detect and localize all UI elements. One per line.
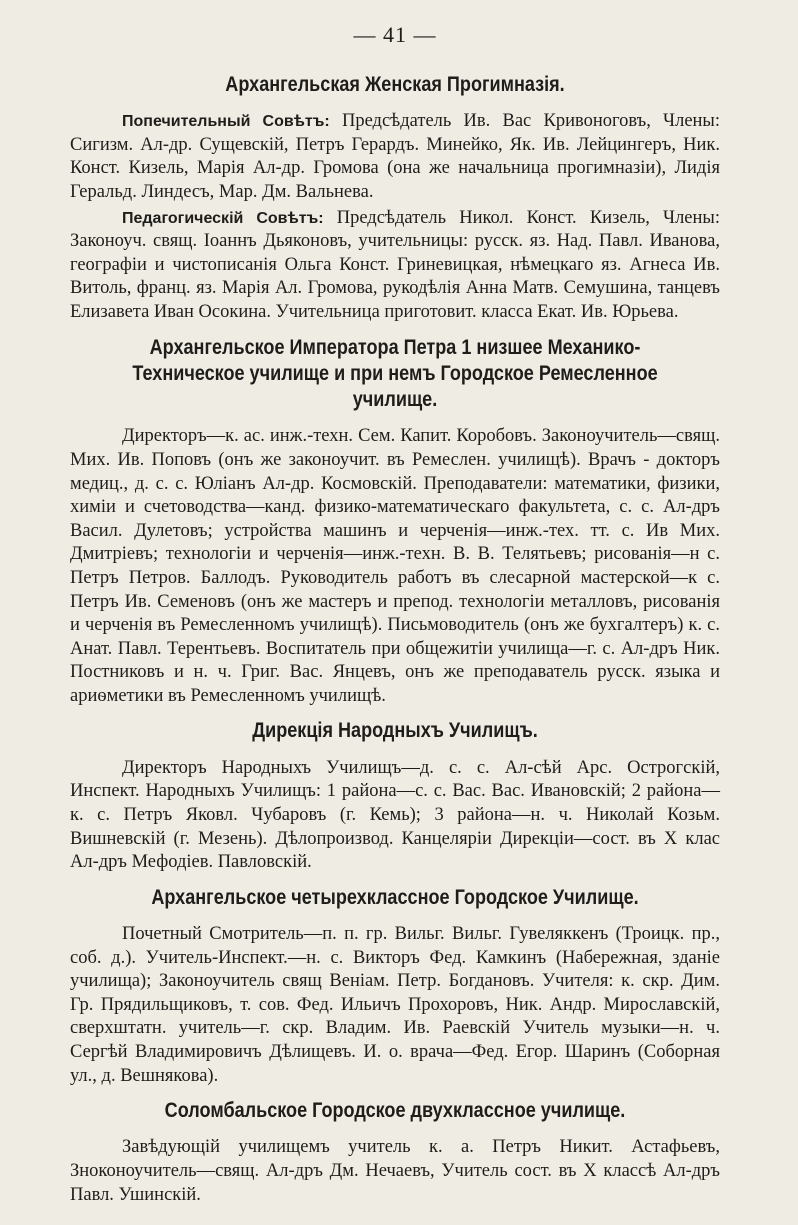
section-heading: Архангельская Женская Прогимназія. — [225, 73, 565, 96]
paragraph-text: Директоръ—к. ас. инж.-техн. Сем. Капит. Коробовъ. Законоучитель—свящ. Мих. Ив. Поповъ (онъ же законоучит. въ Ремеслен. училищѣ). Врачъ - докторъ медиц., д. с. с. Юліанъ Ал-др. Космовскій. Преподаватели: математики, физики, химіи и счетоводства—канд. физико-математическаго факультета, с. с. Ал-дръ Васил. Дулетовъ; устройства машинъ и черченія—инж.-тех. тт. с. Ив Мих. Дмитріевъ; технологіи и черченія—инж.-техн. В. В. Телятьевъ; рисованія—н с. Петръ Петров. Баллодъ. Руководитель работъ въ слесарной мастерской—к с. Петръ Ив. Семеновъ (онъ же мастеръ и препод. технологіи металловъ, рисованія и черченія въ Ремесленномъ училищѣ). Письмоводитель (онъ же бухгалтеръ) к. с. Анат. Павл. Терентьевъ. Воспитатель при общежитіи училища—г. с. Ал-дръ Ник. Постниковъ и н. ч. Григ. Вас. Янцевъ, онъ же преподаватель русск. языка и ариѳметики въ Ремесленномъ училищѣ. — [70, 426, 720, 706]
page-number: — 41 — — [353, 22, 437, 47]
section-heading: Архангельское Императора Петра 1 низшее Механико-Техническое училище и при немъ Городское Ремесленное училище. — [132, 335, 658, 412]
section-heading: Архангельское четырехклассное Городское Училище. — [151, 885, 639, 909]
section-heading: Соломбальское Городское двухклассное училище. — [164, 1099, 626, 1123]
paragraph-label: Педагогическій Совѣтъ: — [122, 209, 324, 227]
section-heading: Дирекція Народныхъ Училищъ. — [252, 719, 538, 743]
paragraph — [70, 757, 720, 875]
document-body — [70, 72, 720, 1207]
paragraph — [70, 1136, 720, 1207]
paragraph — [70, 110, 720, 204]
paragraph-text: Предсѣдатель Никол. Конст. Кизель, Члены: Законоуч. свящ. Іоаннъ Дьяконовъ, учительницы: русск. яз. Над. Павл. Иванова, географіи и чистописанія Ольга Конст. Гриневицкая, нѣмецкаго яз. Агнеса Ив. Витоль, франц. яз. Марія Ал. Громова, рукодѣлія Анна Матв. Семушина, танцевъ Елизавета Иван Осокина. Учительница приготовит. класса Екат. Ив. Юрьева. — [70, 207, 720, 322]
section-2 — [70, 335, 720, 709]
paragraph — [70, 923, 720, 1088]
section-3 — [70, 718, 720, 874]
paragraph-text: Почетный Смотритель—п. п. гр. Вильг. Вильг. Гувеляккенъ (Троицк. пр., соб. д.). Учитель-Инспект.—н. с. Викторъ Фед. Камкинъ (Набережная, зданіе училища); Законоучитель свящ Веніам. Петр. Богдановъ. Учителя: к. скр. Дим. Гр. Прядильщиковъ, т. сов. Фед. Ильичъ Прохоровъ, Ник. Андр. Мирославскій, сверхштатн. учитель—г. скр. Владим. Ив. Раевскій Учитель музыки—н. ч. Сергѣй Владимировичъ Дѣлищевъ. И. о. врача—Фед. Егор. Шаринъ (Соборная ул., д. Вешнякова). — [70, 923, 720, 1086]
paragraph — [70, 207, 720, 325]
paragraph — [70, 425, 720, 708]
section-4 — [70, 885, 720, 1088]
section-1 — [70, 72, 720, 325]
section-5 — [70, 1098, 720, 1207]
paragraph-text: Завѣдующій училищемъ учитель к. а. Петръ Никит. Астафьевъ, Зноконоучитель—свящ. Ал-дръ Дм. Нечаевъ, Учитель сост. въ X классѣ Ал-дръ Павл. Ушинскій. — [70, 1137, 720, 1205]
paragraph-label: Попечительный Совѣтъ: — [122, 113, 330, 131]
paragraph-text: Предсѣдатель Ив. Вас Кривоноговъ, Члены: Сигизм. Ал-др. Сущевскій, Петръ Герардъ. Минейко, Як. Ив. Лейцингеръ, Ник. Конст. Кизель, Марія Ал-др. Громова (она же начальница прогимназіи), Лидія Геральд. Линдесъ, Мар. Дм. Вальнева. — [70, 111, 720, 203]
paragraph-text: Директоръ Народныхъ Училищъ—д. с. с. Ал-сѣй Арс. Острогскій, Инспект. Народныхъ Училищъ: 1 района—с. с. Вас. Вас. Ивановскій; 2 района—к. с. Петръ Яковл. Чубаровъ (г. Кемь); 3 района—н. ч. Николай Козьм. Вишневскій (г. Мезень). Дѣлопроизвод. Канцеляріи Дирекціи—сост. въ X клас Ал-дръ Мефодіев. Павловскій. — [70, 757, 720, 873]
